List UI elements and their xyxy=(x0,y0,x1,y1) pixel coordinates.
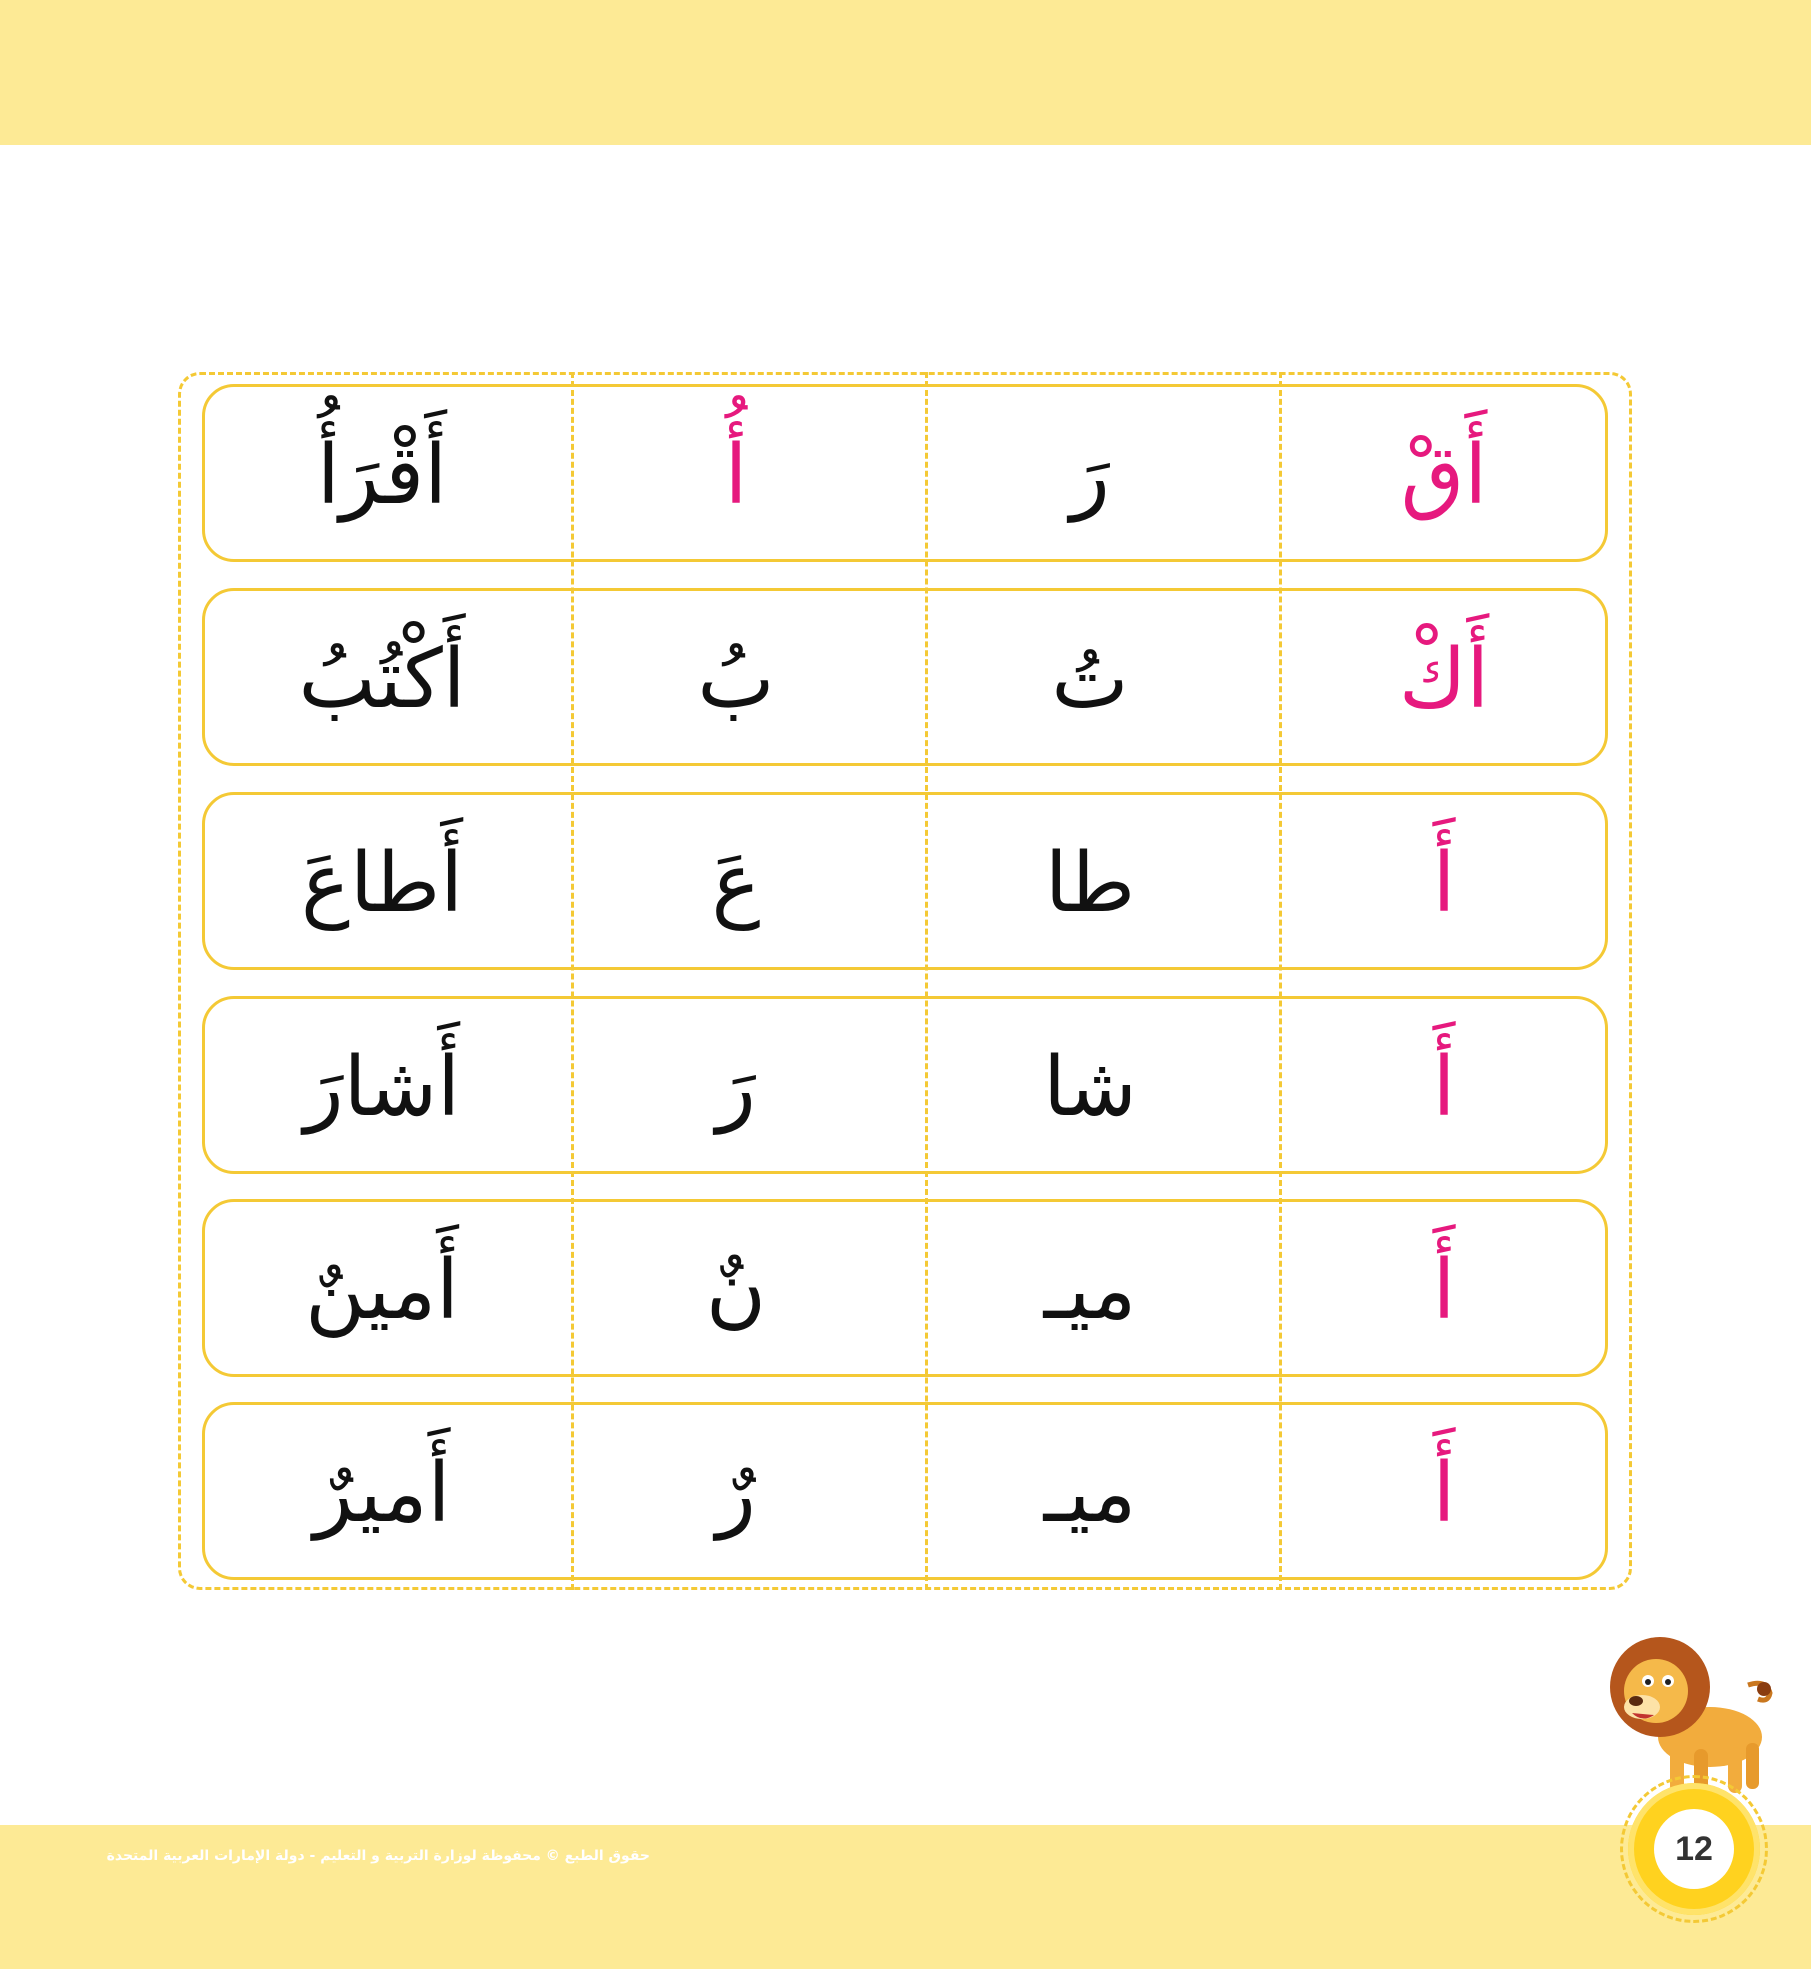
syllable-cell: ميـ xyxy=(1043,1446,1137,1541)
table-row xyxy=(202,588,1608,766)
table-row xyxy=(202,384,1608,562)
table-row xyxy=(202,1199,1608,1377)
syllable-cell: رَ xyxy=(716,1040,756,1135)
table-row xyxy=(202,996,1608,1174)
syllable-cell: أَ xyxy=(1432,1040,1456,1135)
word-cell: أَمينٌ xyxy=(305,1243,459,1338)
table-row xyxy=(202,792,1608,970)
word-cell: أَميرٌ xyxy=(313,1446,451,1541)
syllable-cell: أَ xyxy=(1432,1243,1456,1338)
word-cell: أَقْرَأُ xyxy=(317,428,448,523)
page-number: 12 xyxy=(1654,1809,1734,1889)
syllable-cell: بُ xyxy=(697,632,775,727)
syllable-cell: نٌ xyxy=(705,1243,767,1338)
word-cell: أَكْتُبُ xyxy=(298,632,466,727)
syllable-cell: أَقْ xyxy=(1400,428,1488,523)
syllable-cell: أَ xyxy=(1432,1446,1456,1541)
syllable-cell: تُ xyxy=(1051,632,1129,727)
syllable-cell: شا xyxy=(1043,1040,1137,1135)
footer-band xyxy=(0,1825,1811,1969)
syllable-cell: ميـ xyxy=(1043,1243,1137,1338)
syllable-cell: عَ xyxy=(711,836,761,931)
syllable-cell: أَكْ xyxy=(1398,632,1490,727)
copyright-text: حقوق الطبع © محفوظة لوزارة التربية و التعليم - دولة الإمارات العربية المتحدة xyxy=(106,1848,650,1864)
word-cell: أَطاعَ xyxy=(301,836,463,931)
syllable-cell: أُ xyxy=(724,428,748,523)
syllable-cell: أَ xyxy=(1432,836,1456,931)
syllable-cell: طا xyxy=(1044,836,1136,931)
syllable-cell: رَ xyxy=(1070,428,1110,523)
header-band xyxy=(0,0,1811,145)
syllable-cell: رٌ xyxy=(716,1446,756,1541)
word-cell: أَشارَ xyxy=(303,1040,461,1135)
table-row xyxy=(202,1402,1608,1580)
